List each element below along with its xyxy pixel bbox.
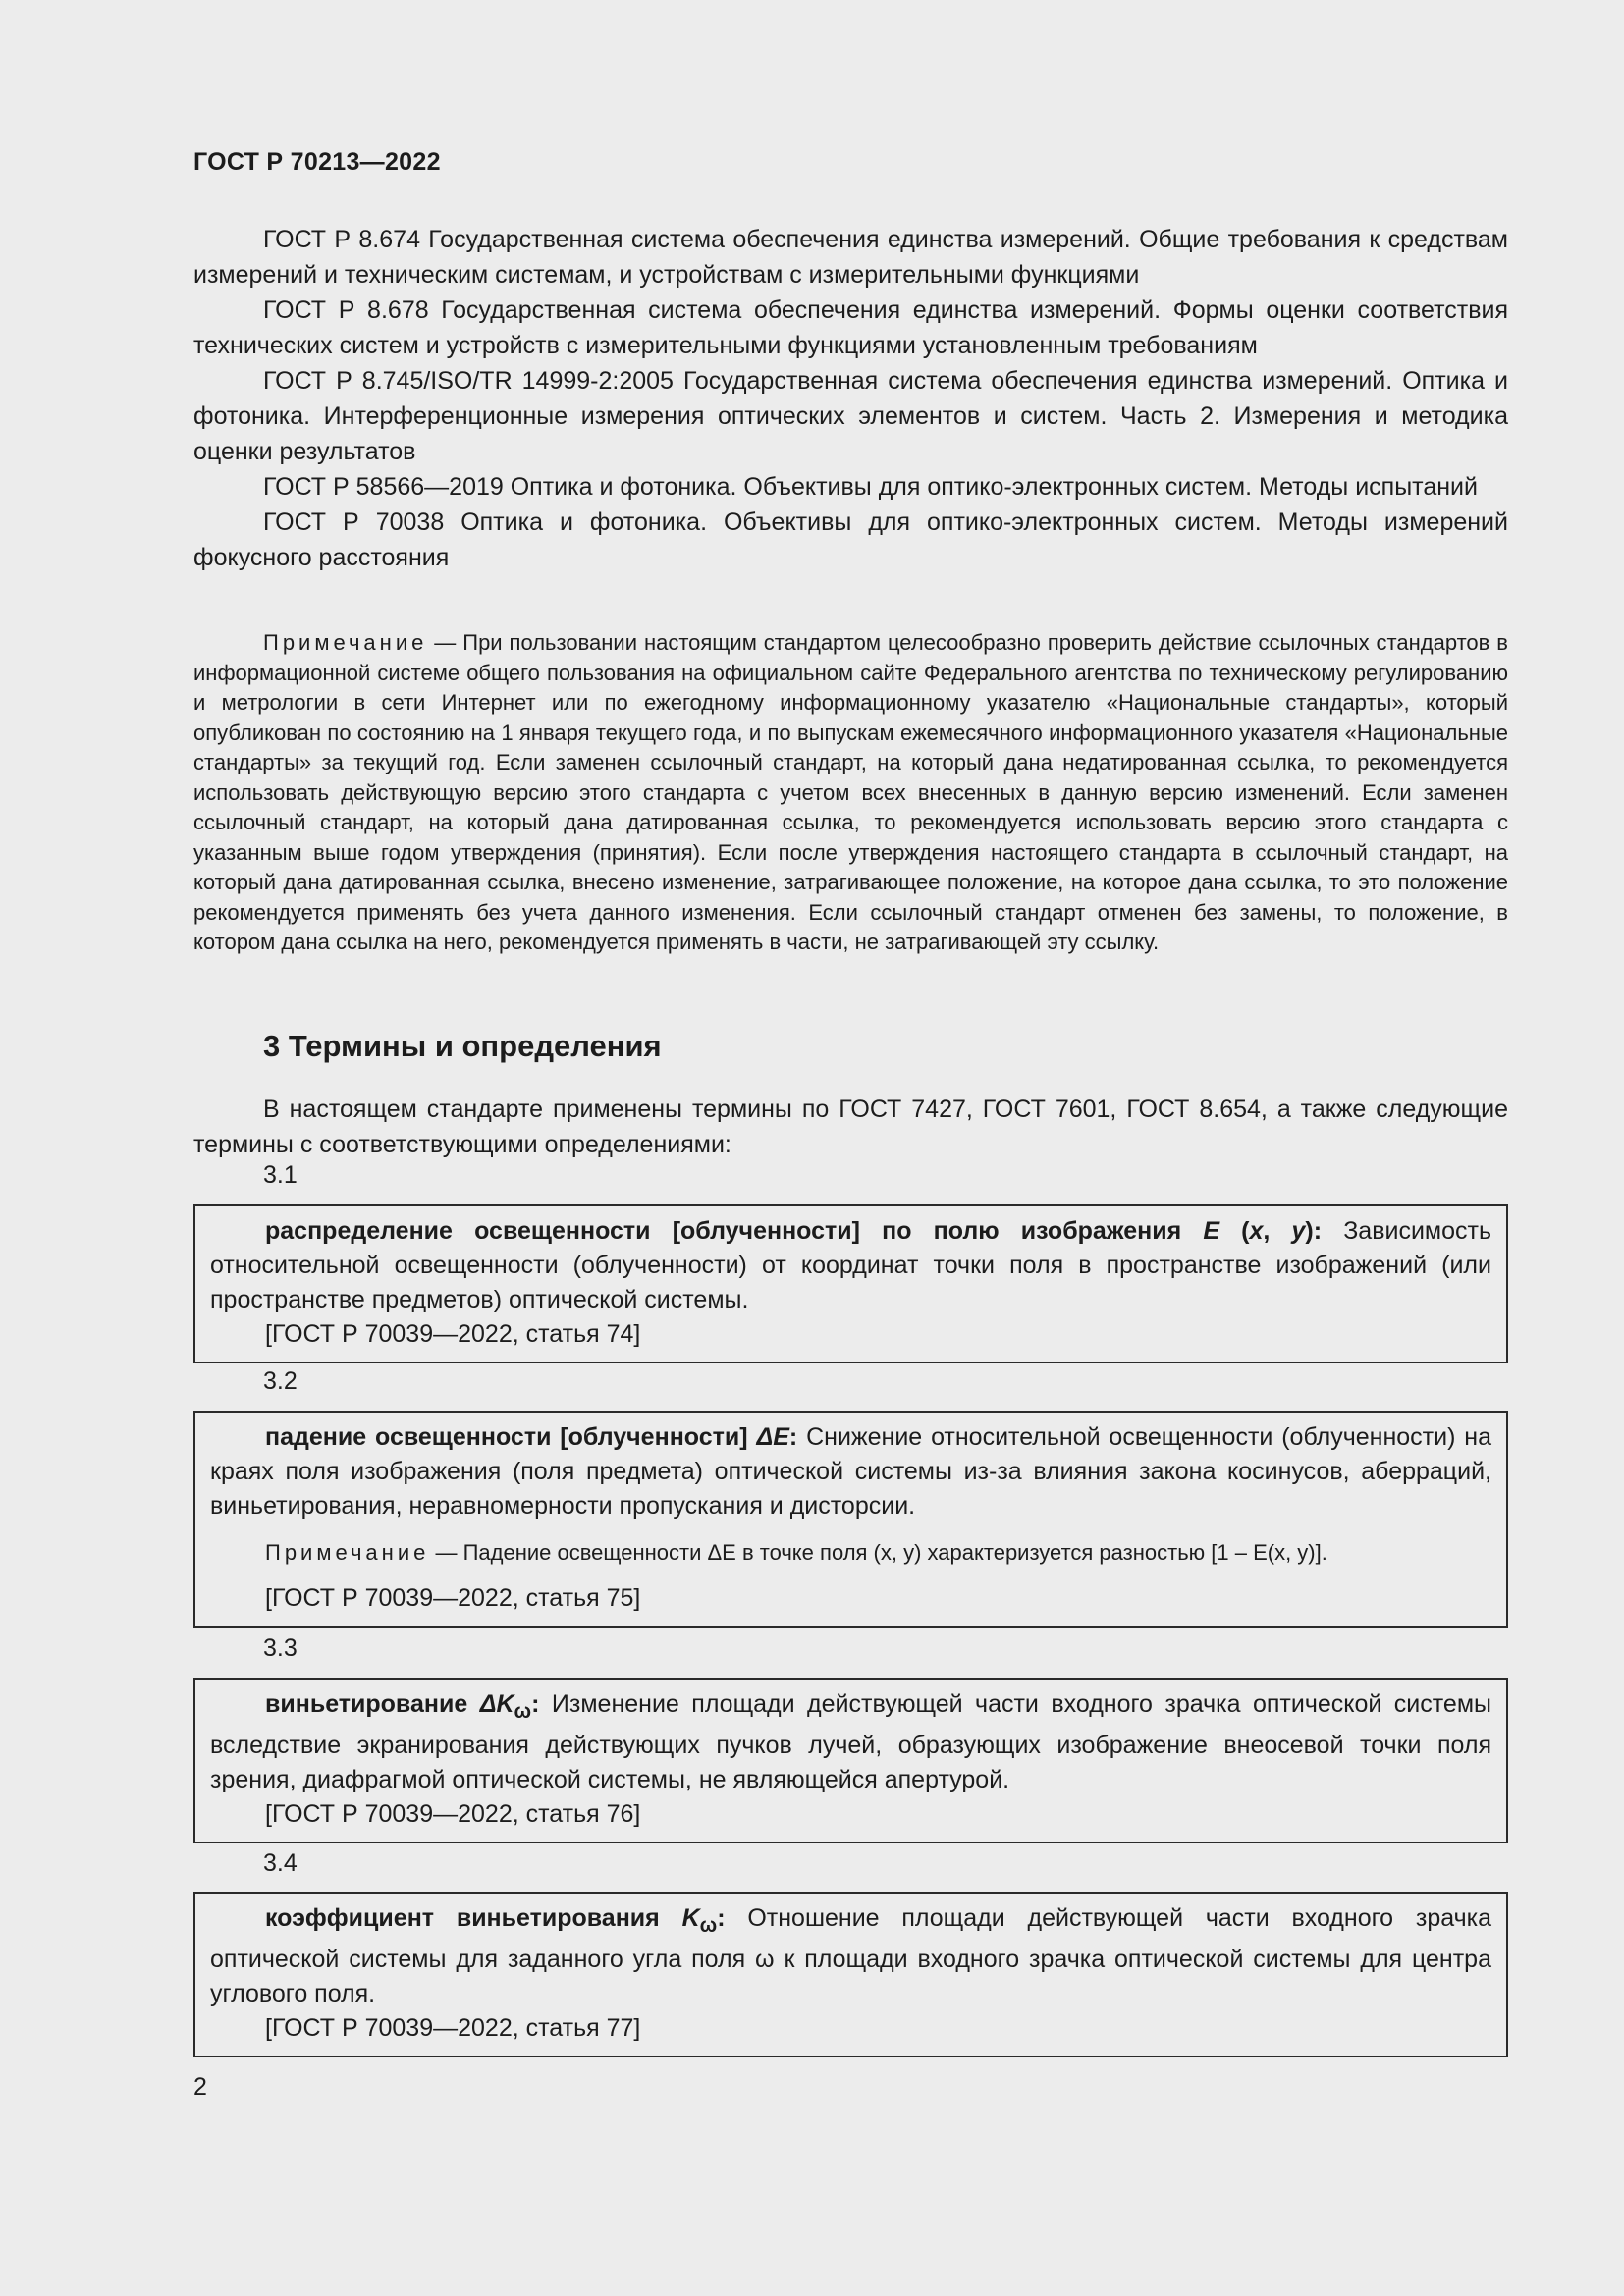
reference-item: ГОСТ Р 8.674 Государственная система обеспечения единства измерений. Общие требования к средствам измерений и техническим системам, и устройствам с измерительными функциями — [193, 226, 1508, 289]
term-definition: виньетирование $\Delta K_\omega$: Изменение площади действующей части входного зрачка оптической системы вследствие экранирования действующих пучков лучей, образующих изображение внеосевой точки поля зрения, диафрагмой оптической системы, не являющейся апертурой. — [210, 1690, 1491, 1793]
note-text: — При пользовании настоящим стандартом целесообразно проверить действие ссылочных стандартов в информационной системе общего пользования на официальном сайте Федерального агентства по техническому регулированию и метрологии в сети Интернет или по ежегодному информационному указателю «Национальные стандарты», который опубликован по состоянию на 1 января текущего года, и по выпускам ежемесячного информационного указателя «Национальные стандарты» за текущий год. Если заменен ссылочный стандарт, на который дана недатированная ссылка, то рекомендуется использовать действующую версию этого стандарта с учетом всех внесенных в данную версию изменений. Если заменен ссылочный стандарт, на который дана датированная ссылка, то рекомендуется использовать версию этого стандарта с указанным выше годом утверждения (принятия). Если после утверждения настоящего стандарта в ссылочный стандарт, на который дана датированная ссылка, внесено изменение, затрагивающее положение, на которое дана ссылка, то это положение рекомендуется применять без учета данного изменения. Если ссылочный стандарт отменен без замены, то положение, в котором дана ссылка на него, рекомендуется применять в части, не затрагивающей эту ссылку. — [193, 630, 1508, 954]
note-label: Примечание — [263, 630, 428, 655]
references-note — [193, 628, 1508, 958]
term-box-3-4 — [193, 1892, 1508, 2057]
term-source: [ГОСТ Р 70039—2022, статья 74] — [265, 1320, 641, 1348]
term-source: [ГОСТ Р 70039—2022, статья 75] — [265, 1584, 641, 1612]
term-name: виньетирование $\Delta K_\omega$: — [265, 1690, 540, 1723]
term-number: 3.2 — [263, 1367, 298, 1395]
term-note: Примечание — Падение освещенности ΔE в точке поля (x, y) характеризуется разностью [1 – E(x, y)]. — [265, 1540, 1327, 1565]
term-definition: коэффициент виньетирования $K_\omega$: Отношение площади действующей части входного зрачка оптической системы для заданного угла поля ω к площади входного зрачка оптической системы для центра углового поля. — [210, 1904, 1492, 2007]
page-number: 2 — [193, 2073, 207, 2101]
section-title: 3 Термины и определения — [263, 1029, 662, 1063]
section-intro: В настоящем стандарте применены термины по ГОСТ 7427, ГОСТ 7601, ГОСТ 8.654, а также следующие термины с соответствующими определениями: — [193, 1095, 1508, 1158]
reference-item: ГОСТ Р 8.678 Государственная система обеспечения единства измерений. Формы оценки соответствия технических систем и устройств с измерительными функциями установленным требованиям — [193, 296, 1508, 359]
term-name: падение освещенности [облученности] ΔE: — [265, 1423, 798, 1451]
term-name: коэффициент виньетирования $K_\omega$: — [265, 1904, 726, 1937]
term-box-3-3 — [193, 1678, 1508, 1843]
term-name: распределение освещенности [облученности] по полю изображения E (x, y): — [265, 1217, 1323, 1245]
reference-item: ГОСТ Р 58566—2019 Оптика и фотоника. Объективы для оптико-электронных систем. Методы испытаний — [263, 473, 1478, 501]
term-box-3-2 — [193, 1411, 1508, 1628]
term-number: 3.1 — [263, 1161, 298, 1189]
term-box-3-1 — [193, 1204, 1508, 1363]
term-definition: распределение освещенности [облученности] по полю изображения E (x, y): Зависимость относительной освещенности (облученности) от координат точки поля в пространстве изображений (или пространстве предметов) оптической системы. — [210, 1217, 1491, 1313]
term-args: (x, y) — [1219, 1217, 1314, 1245]
term-number: 3.4 — [263, 1849, 298, 1877]
reference-item: ГОСТ Р 70038 Оптика и фотоника. Объективы для оптико-электронных систем. Методы измерений фокусного расстояния — [193, 508, 1508, 571]
term-number: 3.3 — [263, 1634, 298, 1662]
normative-references — [193, 222, 1508, 575]
term-definition: падение освещенности [облученности] ΔE: Снижение относительной освещенности (облученности) на краях поля изображения (поля предмета) оптической системы из-за влияния закона косинусов, аберраций, виньетирования, неравномерности пропускания и дисторсии. — [210, 1423, 1491, 1520]
document-header: ГОСТ Р 70213—2022 — [193, 148, 441, 176]
term-source: [ГОСТ Р 70039—2022, статья 77] — [265, 2014, 641, 2042]
reference-item: ГОСТ Р 8.745/ISO/TR 14999-2:2005 Государственная система обеспечения единства измерений. Оптика и фотоника. Интерференционные измерения оптических элементов и систем. Часть 2. Измерения и методика оценки результатов — [193, 367, 1508, 465]
term-source: [ГОСТ Р 70039—2022, статья 76] — [265, 1800, 641, 1828]
